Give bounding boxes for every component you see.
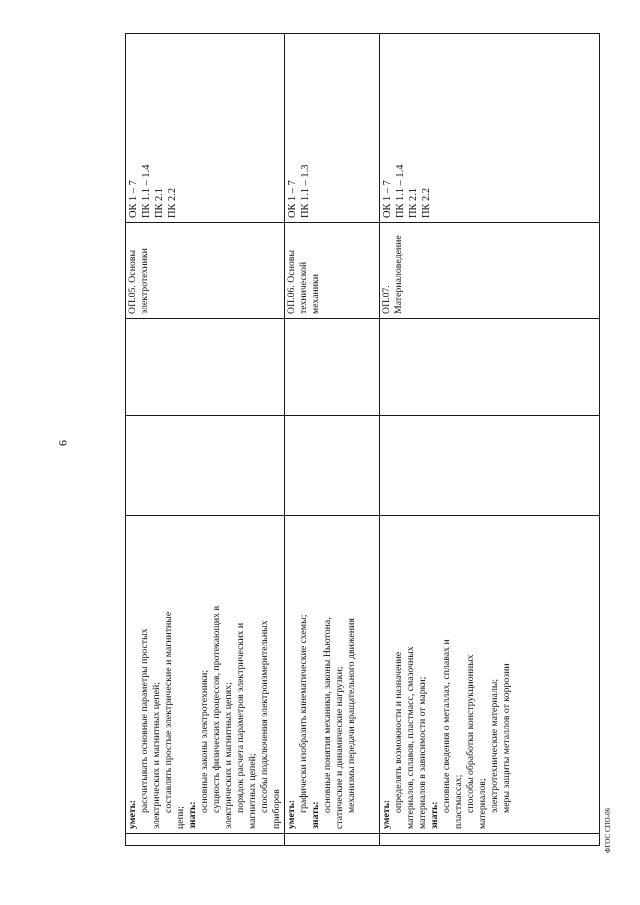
- empty-cell: [380, 416, 600, 516]
- skills-heading: уметь:: [286, 799, 297, 829]
- table-row: [380, 34, 600, 846]
- table-row: [285, 34, 380, 846]
- skills-heading: уметь:: [127, 799, 138, 829]
- skills-cell: [285, 516, 380, 834]
- skills-line: пластмассах;: [453, 774, 464, 829]
- skills-cell: [126, 516, 285, 834]
- discipline-line: технической механики: [298, 261, 321, 314]
- skills-line: способы обработки конструкционных: [465, 654, 476, 813]
- skills-line: материалов, сплавов, пластмасс, смазочных: [405, 646, 416, 829]
- competence-code: ПК 2.2: [421, 187, 432, 218]
- skills-line: цепи;: [175, 806, 186, 829]
- competence-cell: [380, 34, 600, 223]
- skills-line: графически изобразить кинематические схемы;: [298, 614, 309, 813]
- index-cell: [285, 834, 380, 846]
- skills-line: электрических и магнитных цепей;: [151, 682, 162, 829]
- curriculum-table-container: [125, 34, 584, 846]
- empty-cell: [380, 319, 600, 416]
- empty-cell: [285, 416, 380, 516]
- competence-code: ОК 1 – 7: [128, 180, 139, 218]
- competence-code: ПК 1.1 – 1.4: [395, 164, 406, 218]
- skills-line: основные понятия механики, законы Ньютона,: [322, 617, 333, 813]
- skills-line: рассчитывать основные параметры простых: [139, 628, 150, 813]
- footer-code: ФГОС СПО-06: [604, 807, 612, 853]
- skills-heading: уметь:: [381, 799, 392, 829]
- competence-code: ПК 2.2: [167, 187, 178, 218]
- curriculum-table: [125, 33, 600, 846]
- skills-heading: знать:: [187, 801, 198, 829]
- discipline-line: ОП.07.: [381, 285, 392, 314]
- skills-line: основные законы электротехники;: [199, 669, 210, 813]
- skills-line: порядок расчета параметров электрических и: [235, 622, 246, 813]
- skills-cell: [380, 516, 600, 834]
- skills-heading: знать:: [310, 801, 321, 829]
- competence-code: ПК 2.1: [408, 187, 419, 218]
- competence-code: ОК 1 – 7: [382, 180, 393, 218]
- skills-line: материалов;: [477, 778, 488, 829]
- skills-line: приборов: [271, 789, 282, 829]
- skills-line: меры защиты металлов от коррозии: [501, 663, 512, 813]
- discipline-cell: [380, 223, 600, 319]
- empty-cell: [126, 416, 285, 516]
- skills-line: материалов в зависимости от марки;: [417, 676, 428, 829]
- skills-line: электротехнические материалы;: [489, 678, 500, 813]
- skills-line: механизмы передачи вращательного движения: [346, 618, 357, 813]
- skills-line: магнитных цепей;: [247, 753, 258, 829]
- empty-cell: [285, 319, 380, 416]
- empty-cell: [126, 319, 285, 416]
- skills-line: составлять простые электрические и магнитные: [163, 611, 174, 813]
- competence-code: ОК 1 – 7: [287, 180, 298, 218]
- competence-code: ПК 2.1: [154, 187, 165, 218]
- index-cell: [380, 834, 600, 846]
- table-row: [126, 34, 285, 846]
- competence-cell: [126, 34, 285, 223]
- skills-line: сущность физических процессов, протекающих в: [211, 605, 222, 813]
- index-cell: [126, 834, 285, 846]
- skills-line: статические и динамические нагрузки;: [334, 666, 345, 829]
- skills-line: основные сведения о металлах, сплавах и: [441, 639, 452, 813]
- discipline-cell: [285, 223, 380, 319]
- skills-line: способы подключения электроизмерительных: [259, 620, 270, 813]
- competence-code: ПК 1.1 – 1.4: [141, 164, 152, 218]
- competence-cell: [285, 34, 380, 223]
- discipline-line: электротехники: [139, 248, 150, 314]
- skills-line: электрических и магнитных цепях;: [223, 682, 234, 829]
- skills-line: определять возможности и назначение: [393, 651, 404, 813]
- discipline-cell: [126, 223, 285, 319]
- discipline-line: Материаловедение: [393, 235, 404, 314]
- competence-code: ПК 1.1 – 1.3: [300, 164, 311, 218]
- page-number: 9: [56, 440, 70, 446]
- skills-heading: знать:: [429, 801, 440, 829]
- discipline-line: ОП.05. Основы: [127, 249, 138, 314]
- discipline-line: ОП.06. Основы: [286, 249, 297, 314]
- table-body: [126, 34, 600, 846]
